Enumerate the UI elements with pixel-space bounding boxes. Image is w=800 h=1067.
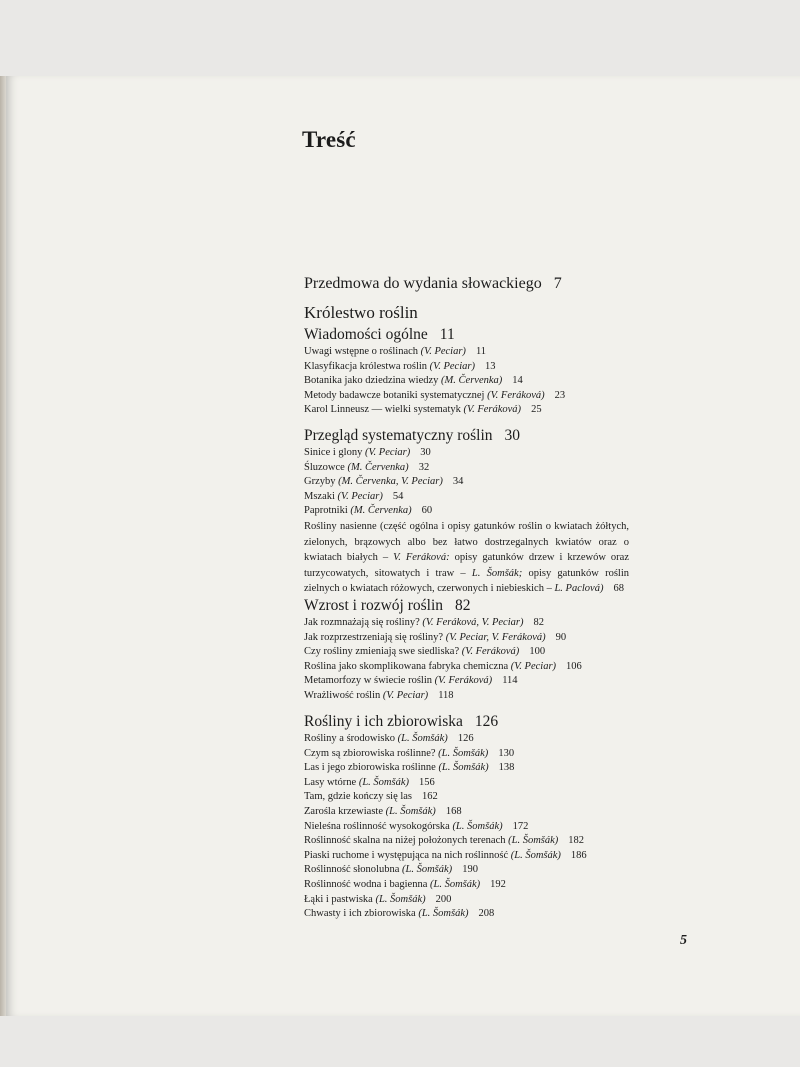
toc-entry: Metamorfozy w świecie roślin (V. Feráková) 114 [304,675,518,687]
toc-entry: Chwasty i ich zbiorowiska (L. Šomšák) 208 [304,908,495,920]
section-entries [304,345,664,418]
toc-part-heading: Królestwo roślin [304,303,418,322]
toc-entry: Jak rozmnażają się rośliny? (V. Feráková, V. Peciar) 82 [304,617,544,628]
toc-entry: Tam, gdzie kończy się las 162 [304,791,438,803]
toc-entry: Roślinność słonolubna (L. Šomšák) 190 [304,864,478,876]
toc-preface-block [304,274,664,323]
toc-entry: Jak rozprzestrzeniają się rośliny? (V. Peciar, V. Feráková) 90 [304,631,567,643]
toc-entry: Piaski ruchome i występująca na nich roślinność (L. Šomšák) 186 [304,849,587,861]
toc-entry-paragraph: Rośliny nasienne (część ogólna i opisy gatunków roślin o kwiatach żółtych, zielonych, brązowych albo bez łatwo dostrzegalnych kwiatów oraz o kwiatach białych – V. Feráková: opisy gatunków drzew i krzewów oraz turzycowatych, sitowatych i traw – L. Šomšák; opisy gatunków roślin zielnych o kwiatach różowych, czerwonych i niebieskich – L. Paclová) 68 [304,520,630,595]
toc-entry: Las i jego zbiorowiska roślinne (L. Šomšák) 138 [304,762,515,774]
page-title: Treść [302,127,356,152]
toc-entry: Roślinność wodna i bagienna (L. Šomšák) 192 [304,878,506,890]
page-number: 5 [680,933,687,948]
toc-entry: Czym są zbiorowiska roślinne? (L. Šomšák) 130 [304,747,515,759]
toc-entry: Łąki i pastwiska (L. Šomšák) 200 [304,893,452,905]
toc-entry: Śluzowce (M. Červenka) 32 [304,461,430,473]
toc-entry: Sinice i glony (V. Peciar) 30 [304,447,431,458]
section-heading: Rośliny i ich zbiorowiska 126 [304,713,499,730]
section-heading: Wzrost i rozwój roślin 82 [304,597,471,614]
toc-entry: Karol Linneusz — wielki systematyk (V. Feráková) 25 [304,404,542,416]
toc-entry: Metody badawcze botaniki systematycznej (V. Feráková) 23 [304,389,566,401]
toc-entry: Mszaki (V. Peciar) 54 [304,490,404,502]
section-entries [304,732,664,922]
toc-entry: Zarośla krzewiaste (L. Šomšák) 168 [304,805,462,817]
toc-entry: Botanika jako dziedzina wiedzy (M. Červenka) 14 [304,375,523,387]
toc-section [304,712,664,922]
section-heading: Przegląd systematyczny roślin 30 [304,427,521,444]
section-entries [304,616,664,704]
toc-entry: Lasy wtórne (L. Šomšák) 156 [304,776,435,788]
toc-section [304,325,664,418]
toc-entry: Wrażliwość roślin (V. Peciar) 118 [304,689,454,701]
section-entries [304,446,664,597]
toc-entry: Roślinność skalna na niżej położonych terenach (L. Šomšák) 182 [304,835,585,847]
section-heading: Wiadomości ogólne 11 [304,326,455,343]
toc-entry: Paprotniki (M. Červenka) 60 [304,505,433,517]
toc-section [304,596,664,704]
toc-entry: Nieleśna roślinność wysokogórska (L. Šomšák) 172 [304,820,529,832]
toc-entry: Uwagi wstępne o roślinach (V. Peciar) 11 [304,346,487,357]
toc-entry: Czy rośliny zmieniają swe siedliska? (V. Feráková) 100 [304,646,546,658]
toc-entry: Klasyfikacja królestwa roślin (V. Peciar) 13 [304,360,496,372]
toc-section [304,426,664,597]
toc-entry: Rośliny a środowisko (L. Šomšák) 126 [304,733,474,744]
toc-preface: Przedmowa do wydania słowackiego 7 [304,275,562,292]
toc-entry: Roślina jako skomplikowana fabryka chemiczna (V. Peciar) 106 [304,660,582,672]
toc-entry: Grzyby (M. Červenka, V. Peciar) 34 [304,476,464,488]
